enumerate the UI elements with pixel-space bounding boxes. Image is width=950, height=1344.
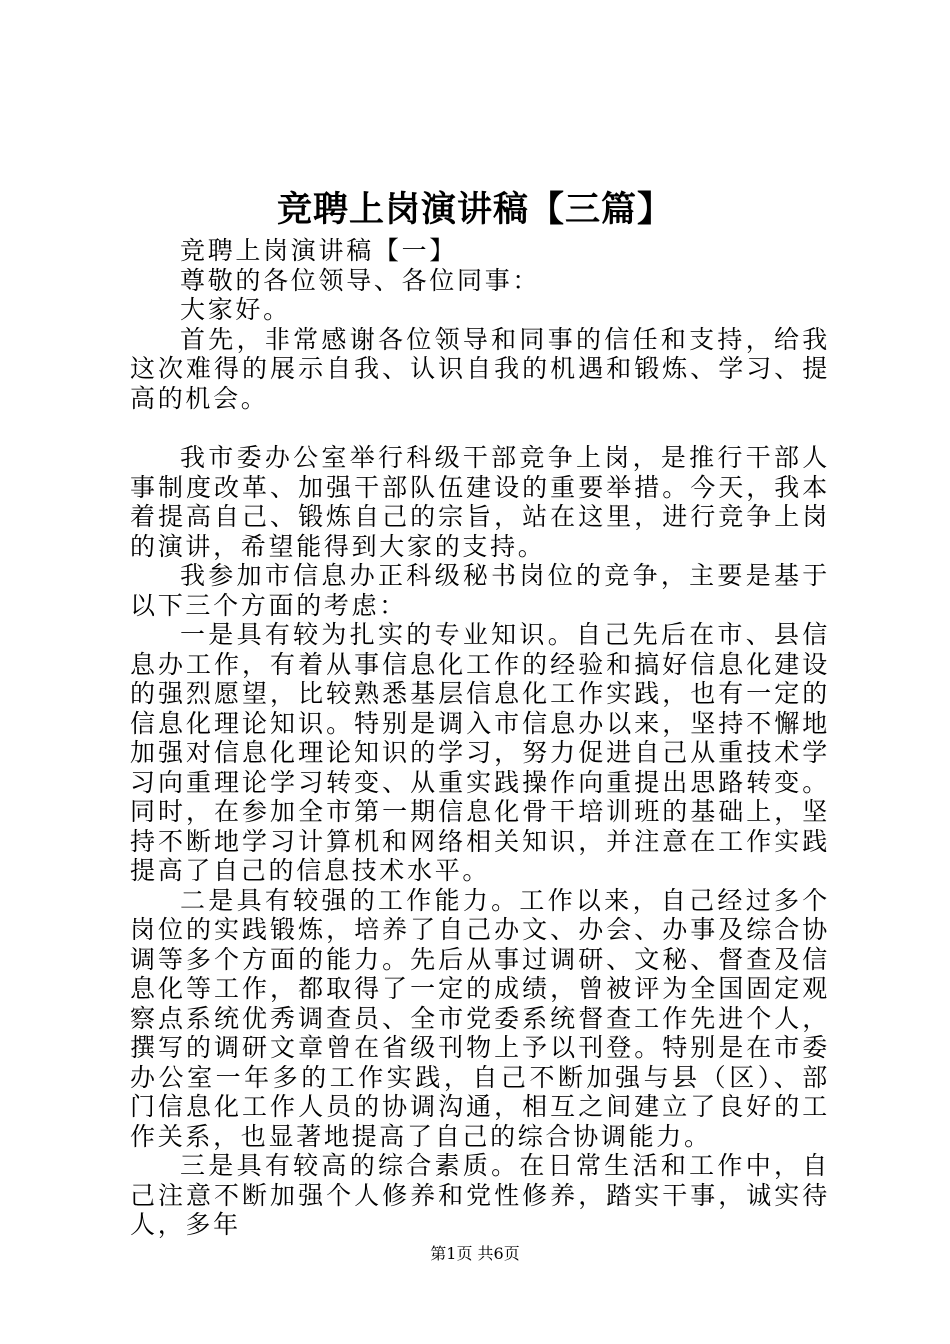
- paragraph-reason-knowledge: 一是具有较为扎实的专业知识。自己先后在市、县信息办工作，有着从事信息化工作的经验和搞好信息化建设的强烈愿望，比较熟悉基层信息化工作实践，也有一定的信息化理论知识。特别是调入市信息办以来，坚持不懈地加强对信息化理论知识的学习，努力促进自己从重技术学习向重理论学习转变、从重实践操作向重提出思路转变。同时，在参加全市第一期信息化骨干培训班的基础上，坚持不断地学习计算机和网络相关知识，并注意在工作实践提高了自己的信息技术水平。: [130, 620, 830, 885]
- paragraph-reason-ability: 二是具有较强的工作能力。工作以来，自己经过多个岗位的实践锻炼，培养了自己办文、办会、办事及综合协调等多个方面的能力。先后从事过调研、文秘、督查及信息化等工作，都取得了一定的成绩，曾被评为全国固定观察点系统优秀调查员、全市党委系统督查工作先进个人，撰写的调研文章曾在省级刊物上予以刊登。特别是在市委办公室一年多的工作实践，自己不断加强与县（区）、部门信息化工作人员的协调沟通，相互之间建立了良好的工作关系，也显著地提高了自己的综合协调能力。: [130, 885, 830, 1151]
- paragraph-reason-quality: 三是具有较高的综合素质。在日常生活和工作中，自己注意不断加强个人修养和党性修养，踏实干事，诚实待人，多年: [130, 1151, 830, 1239]
- paragraph-reasons-intro: 我参加市信息办正科级秘书岗位的竞争，主要是基于以下三个方面的考虑：: [130, 561, 830, 620]
- paragraph-salutation: 尊敬的各位领导、各位同事：: [180, 265, 541, 295]
- paragraph-section-heading: 竞聘上岗演讲稿【一】: [180, 236, 458, 265]
- document-title: 竞聘上岗演讲稿【三篇】: [276, 189, 673, 230]
- page-number-footer: 第1页 共6页: [430, 1244, 520, 1263]
- paragraph-greeting: 大家好。: [180, 295, 291, 324]
- paragraph-thanks: 首先，非常感谢各位领导和同事的信任和支持，给我这次难得的展示自我、认识自我的机遇和锻炼、学习、提高的机会。: [130, 324, 830, 413]
- document-body: [130, 236, 830, 1240]
- paragraph-background: 我市委办公室举行科级干部竞争上岗，是推行干部人事制度改革、加强干部队伍建设的重要举措。今天，我本着提高自己、锻炼自己的宗旨，站在这里，进行竞争上岗的演讲，希望能得到大家的支持。: [130, 443, 830, 561]
